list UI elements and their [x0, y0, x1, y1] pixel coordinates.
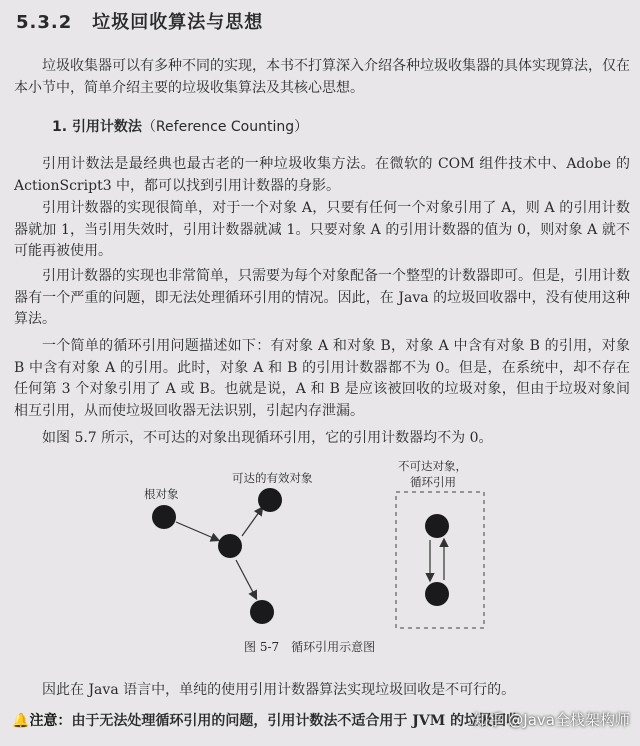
note-label: 注意：: [29, 713, 72, 729]
figure-caption-text: 循环引用示意图: [291, 640, 376, 654]
paragraph-4: 一个简单的循环引用问题描述如下：有对象 A 和对象 B，对象 A 中含有对象 B 的引用，对象 B 中含有对象 A 的引用。此时，对象 A 和 B 的引用计数器都不为 0。但是，在系统中，却不存在任何第 3 个对象引用了 A 或 B。也就是说，A 和 B 是应该被回收的垃圾对象，但由于垃圾对象间相互引用，从而使垃圾回收器无法识别，引起内存泄漏。: [14, 338, 630, 419]
section-title: 垃圾回收算法与思想: [92, 12, 264, 33]
intro-paragraph: 垃圾收集器可以有多种不同的实现，本书不打算深入介绍各种垃圾收集器的具体实现算法，仅在本小节中，简单介绍主要的垃圾收集算法及其核心思想。: [14, 58, 630, 96]
reachable-object-node: [258, 488, 282, 512]
edge-root-to-middle: [176, 522, 218, 540]
subsection-number: 1.: [52, 119, 68, 135]
warning-icon: 🔔: [12, 713, 30, 729]
reachable-objects-label: 可达的有效对象: [232, 471, 313, 485]
section-number: 5.3.2: [16, 12, 73, 33]
figure-caption: [244, 638, 375, 655]
unreachable-region-box: [396, 492, 484, 628]
unreachable-object-a-node: [425, 514, 449, 538]
root-object-label: 根对象: [144, 487, 179, 501]
edge-middle-to-bottom: [236, 560, 256, 598]
note-line: [12, 710, 520, 730]
reachable-object-node: [250, 600, 274, 624]
paragraph-2: 引用计数器的实现很简单，对于一个对象 A，只要有任何一个对象引用了 A，则 A 的引用计数器就加 1，当引用失效时，引用计数器就减 1。只要对象 A 的引用计数器的值为 0，则对象 A 就不可能再被使用。: [14, 200, 630, 259]
unreachable-label-line1: 不可达对象，: [398, 459, 467, 473]
note-text: 由于无法处理循环引用的问题，引用计数法不适合用于 JVM 的垃圾回收: [71, 713, 521, 729]
reachable-object-node: [218, 534, 242, 558]
zhihu-watermark: 知乎 @Java全栈架构师: [473, 711, 630, 729]
paragraph-1: 引用计数法是最经典也最古老的一种垃圾收集方法。在微软的 COM 组件技术中、Adobe 的 ActionScript3 中，都可以找到引用计数器的身影。: [14, 156, 630, 194]
unreachable-object-b-node: [425, 582, 449, 606]
unreachable-label-line2: 循环引用: [410, 475, 456, 489]
subsection-title: 引用计数法: [71, 119, 142, 135]
figure-number: 图 5-7: [244, 640, 280, 654]
root-object-node: [152, 505, 176, 529]
paragraph-5: 如图 5.7 所示，不可达的对象出现循环引用，它的引用计数器均不为 0。: [42, 430, 493, 446]
paragraph-3: 引用计数器的实现也非常简单，只需要为每个对象配备一个整型的计数器即可。但是，引用计数器有一个严重的问题，即无法处理循环引用的情况。因此，在 Java 的垃圾回收器中，没有使用这种算法。: [14, 268, 630, 327]
edge-middle-to-top: [242, 508, 262, 536]
subsection-english: （Reference Counting）: [141, 119, 309, 135]
conclusion-paragraph: 因此在 Java 语言中，单纯的使用引用计数器算法实现垃圾回收是不可行的。: [42, 682, 516, 698]
